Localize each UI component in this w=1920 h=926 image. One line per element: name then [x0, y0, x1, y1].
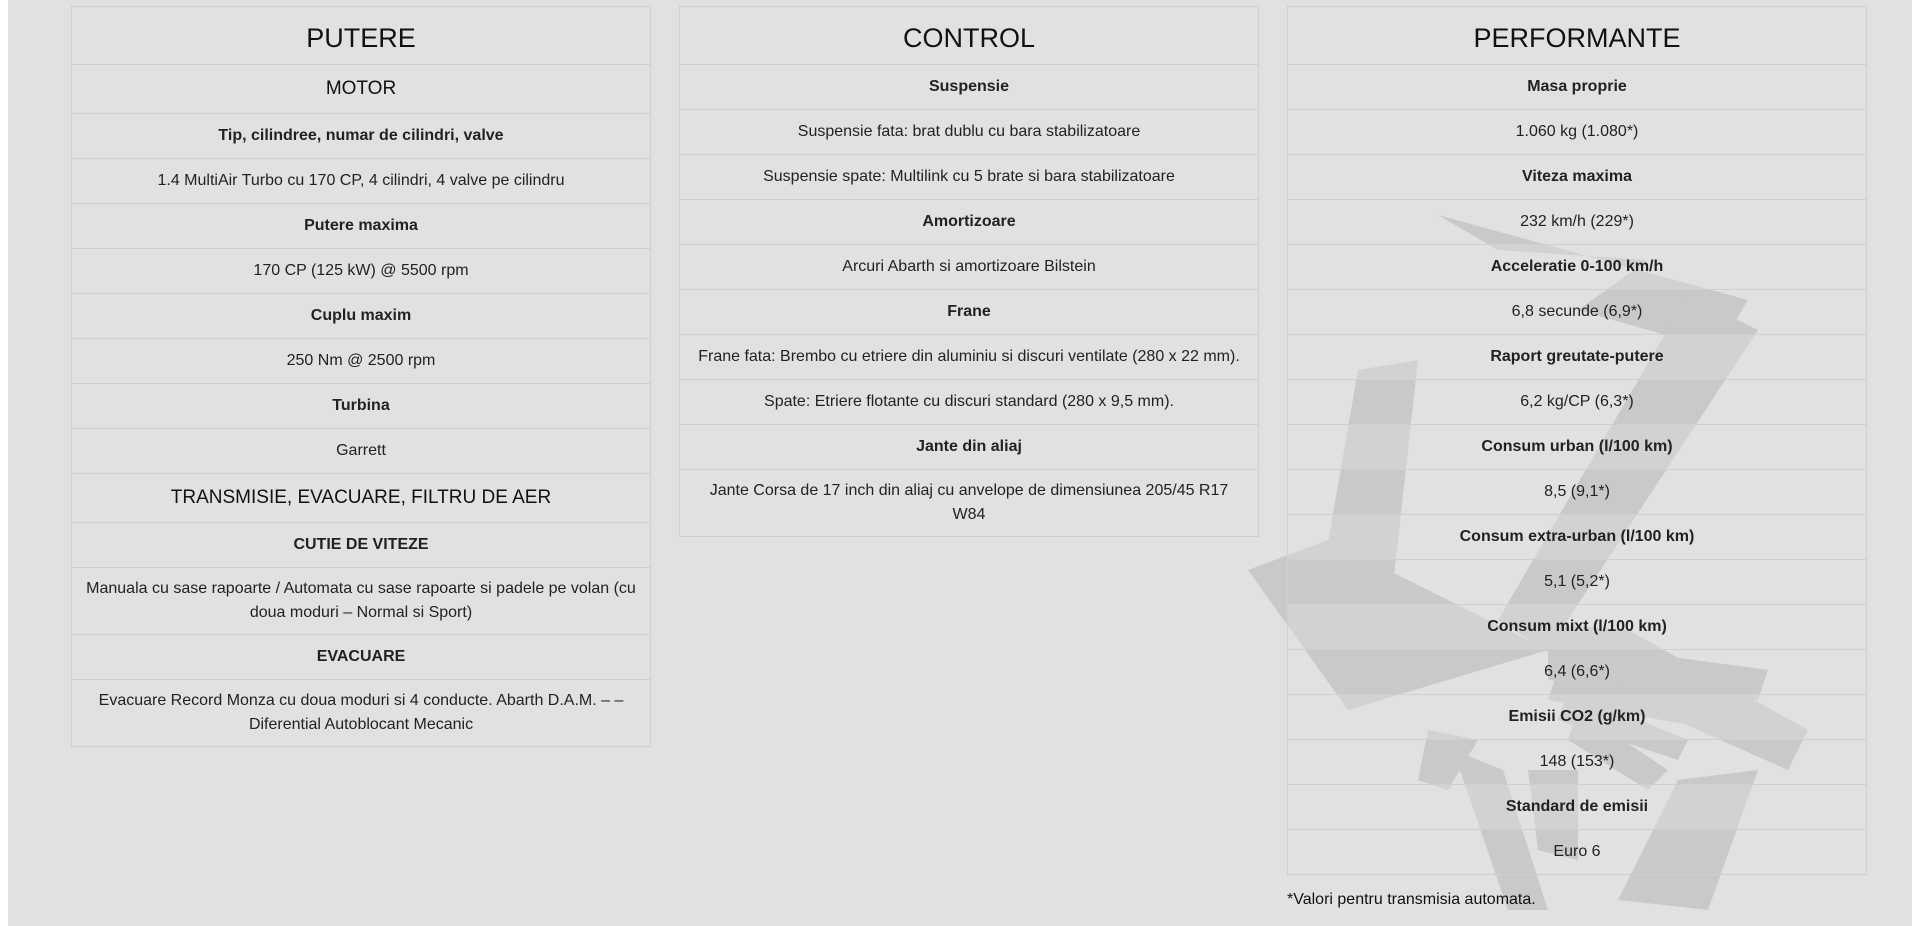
column-title-putere: PUTERE — [72, 7, 650, 65]
spec-value: 1.4 MultiAir Turbo cu 170 CP, 4 cilindri, 4 valve pe cilindru — [72, 159, 650, 204]
spec-value: Euro 6 — [1288, 830, 1866, 875]
spec-label: Raport greutate-putere — [1288, 335, 1866, 380]
spec-label: CUTIE DE VITEZE — [72, 523, 650, 568]
spec-value: Manuala cu sase rapoarte / Automata cu sase rapoarte si padele pe volan (cu doua moduri – Normal si Sport) — [72, 568, 650, 635]
spec-value: 8,5 (9,1*) — [1288, 470, 1866, 515]
section-header-motor: MOTOR — [72, 65, 650, 114]
spec-label: Masa proprie — [1288, 65, 1866, 110]
spec-label: Consum mixt (l/100 km) — [1288, 605, 1866, 650]
spec-value: Spate: Etriere flotante cu discuri standard (280 x 9,5 mm). — [680, 380, 1258, 425]
spec-page — [8, 0, 1912, 926]
column-title-performante: PERFORMANTE — [1288, 7, 1866, 65]
spec-label: Consum extra-urban (l/100 km) — [1288, 515, 1866, 560]
column-control — [679, 6, 1259, 537]
spec-value: Frane fata: Brembo cu etriere din aluminiu si discuri ventilate (280 x 22 mm). — [680, 335, 1258, 380]
spec-value: Suspensie fata: brat dublu cu bara stabilizatoare — [680, 110, 1258, 155]
spec-value: 1.060 kg (1.080*) — [1288, 110, 1866, 155]
spec-label: Turbina — [72, 384, 650, 429]
spec-value: 250 Nm @ 2500 rpm — [72, 339, 650, 384]
spec-label: Consum urban (l/100 km) — [1288, 425, 1866, 470]
spec-label: Cuplu maxim — [72, 294, 650, 339]
spec-value: 6,2 kg/CP (6,3*) — [1288, 380, 1866, 425]
spec-label: Suspensie — [680, 65, 1258, 110]
spec-label: Putere maxima — [72, 204, 650, 249]
section-header-transmisie: TRANSMISIE, EVACUARE, FILTRU DE AER — [72, 474, 650, 523]
spec-value: 148 (153*) — [1288, 740, 1866, 785]
spec-value: Jante Corsa de 17 inch din aliaj cu anvelope de dimensiunea 205/45 R17 W84 — [680, 470, 1258, 537]
spec-label: Tip, cilindree, numar de cilindri, valve — [72, 114, 650, 159]
spec-value: 5,1 (5,2*) — [1288, 560, 1866, 605]
spec-value: Arcuri Abarth si amortizoare Bilstein — [680, 245, 1258, 290]
spec-value: 232 km/h (229*) — [1288, 200, 1866, 245]
spec-value: Evacuare Record Monza cu doua moduri si 4 conducte. Abarth D.A.M. – – Diferential Autoblocant Mecanic — [72, 680, 650, 747]
spec-label: Standard de emisii — [1288, 785, 1866, 830]
spec-label: EVACUARE — [72, 635, 650, 680]
spec-label: Acceleratie 0-100 km/h — [1288, 245, 1866, 290]
spec-value: 6,4 (6,6*) — [1288, 650, 1866, 695]
spec-label: Amortizoare — [680, 200, 1258, 245]
spec-label: Jante din aliaj — [680, 425, 1258, 470]
column-performante — [1287, 6, 1867, 875]
spec-label: Frane — [680, 290, 1258, 335]
spec-value: 170 CP (125 kW) @ 5500 rpm — [72, 249, 650, 294]
spec-value: Suspensie spate: Multilink cu 5 brate si bara stabilizatoare — [680, 155, 1258, 200]
column-putere — [71, 6, 651, 747]
spec-label: Viteza maxima — [1288, 155, 1866, 200]
spec-value: 6,8 secunde (6,9*) — [1288, 290, 1866, 335]
column-title-control: CONTROL — [680, 7, 1258, 65]
footnote: *Valori pentru transmisia automata. — [1287, 891, 1536, 908]
spec-label: Emisii CO2 (g/km) — [1288, 695, 1866, 740]
spec-value: Garrett — [72, 429, 650, 474]
